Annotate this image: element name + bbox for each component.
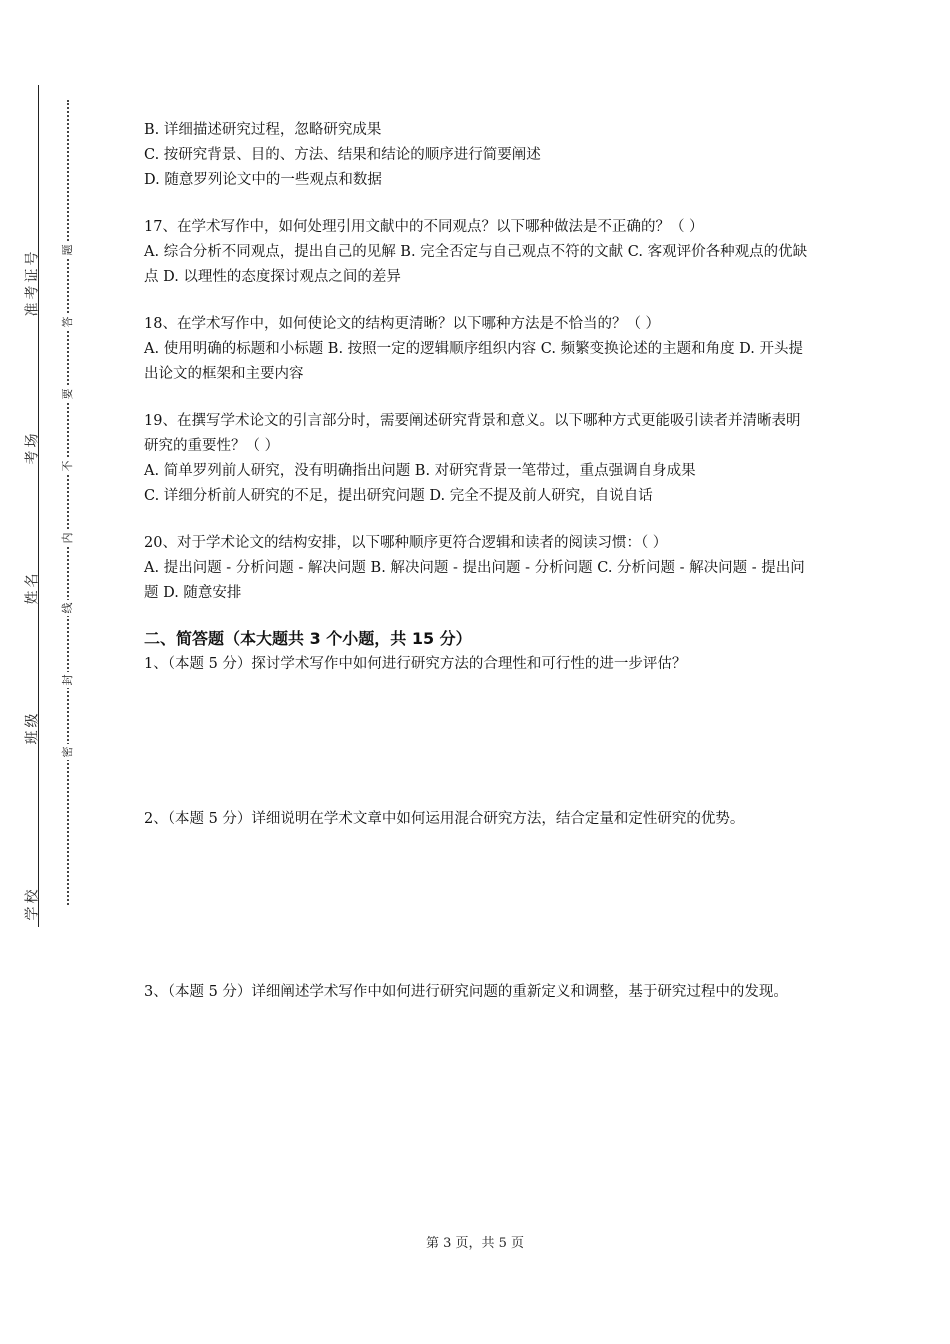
school-label: 校 学	[24, 889, 41, 921]
section-title: 二、简答题（本大题共 3 个小题，共 15 分）	[144, 629, 472, 648]
question-17	[144, 215, 809, 290]
question-options: A. 提出问题 - 分析问题 - 解决问题 B. 解决问题 - 提出问题 - 分析问题 C. 分析问题 - 解决问题 - 提出问题 D. 随意安排	[144, 560, 805, 601]
class-label: 级 班	[24, 713, 41, 745]
answer-space	[144, 677, 809, 807]
option-line: C. 按研究背景、目的、方法、结果和结论的顺序进行简要阐述	[144, 147, 541, 163]
question-options: C. 详细分析前人研究的不足，提出研究问题 D. 完全不提及前人研究，自说自话	[144, 488, 653, 504]
question-18	[144, 312, 809, 387]
binding-dotted-line	[67, 100, 69, 905]
question-19	[144, 409, 809, 509]
question-20	[144, 531, 809, 606]
binding-solid-line	[38, 85, 39, 927]
answer-space	[144, 832, 809, 980]
question-stem: 20、对于学术论文的结构安排，以下哪种顺序更符合逻辑和读者的阅读习惯：（ ）	[144, 535, 668, 551]
page-footer: 第 3 页，共 5 页	[425, 1236, 525, 1251]
question-options: A. 综合分析不同观点，提出自己的见解 B. 完全否定与自己观点不符的文献 C. 客观评价各种观点的优缺点 D. 以理性的态度探讨观点之间的差异	[144, 244, 808, 285]
short-answer-question-3: 3、（本题 5 分）详细阐述学术写作中如何进行研究问题的重新定义和调整，基于研究过程中的发现。	[144, 984, 788, 1000]
exam-room-label: 场 考	[24, 433, 41, 465]
seal-char: 内	[62, 530, 74, 546]
seal-char: 线	[62, 600, 74, 616]
option-line: D. 随意罗列论文中的一些观点和数据	[144, 172, 382, 188]
short-answer-question-2: 2、（本题 5 分）详细说明在学术文章中如何运用混合研究方法，结合定量和定性研究的优势。	[144, 811, 745, 827]
exam-content	[144, 118, 809, 1005]
seal-char: 要	[62, 386, 74, 402]
option-line: B. 详细描述研究过程，忽略研究成果	[144, 122, 382, 138]
seal-char: 不	[62, 458, 74, 474]
exam-id-label: 号 证 考 准	[24, 251, 41, 317]
question-stem: 19、在撰写学术论文的引言部分时，需要阐述研究背景和意义。以下哪种方式更能吸引读者并清晰表明研究的重要性？（ ）	[144, 413, 801, 454]
question-stem: 18、在学术写作中，如何使论文的结构更清晰？以下哪种方法是不恰当的？（ ）	[144, 316, 661, 332]
question-options: A. 简单罗列前人研究，没有明确指出问题 B. 对研究背景一笔带过，重点强调自身成果	[144, 463, 696, 479]
seal-char: 题	[62, 242, 74, 258]
short-answer-question-1: 1、（本题 5 分）探讨学术写作中如何进行研究方法的合理性和可行性的进一步评估？	[144, 656, 687, 672]
question-options: A. 使用明确的标题和小标题 B. 按照一定的逻辑顺序组织内容 C. 频繁变换论述的主题和角度 D. 开头提出论文的框架和主要内容	[144, 341, 804, 382]
name-label: 名 姓	[24, 573, 41, 605]
question-stem: 17、在学术写作中，如何处理引用文献中的不同观点？以下哪种做法是不正确的？（ ）	[144, 219, 704, 235]
seal-char: 答	[62, 314, 74, 330]
seal-char: 密	[62, 744, 74, 760]
seal-char: 封	[62, 672, 74, 688]
